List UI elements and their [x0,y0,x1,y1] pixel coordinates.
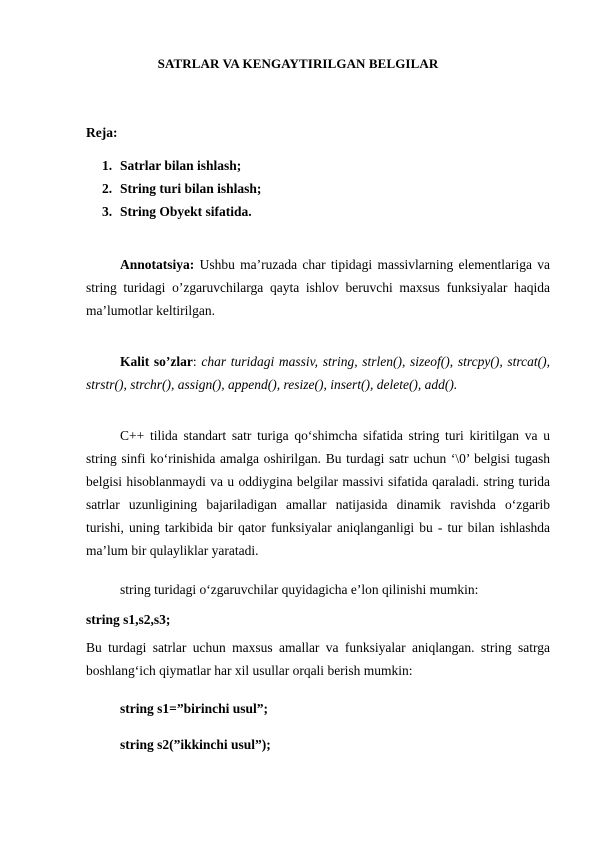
plan-heading: Reja: [86,125,118,140]
plan-item-number: 2. [102,181,113,196]
code-line: string s2(”ikkinchi usul”); [120,737,271,752]
body-paragraph: C++ tilida standart satr turiga qo‘shimcha sifatida string turi kiritilgan va u string sinfi ko‘rinishida amalga oshirilgan. Bu turdagi satr uchun ‘\0’ belgisi tugash belgisi hisoblanmaydi va u oddiygina belgilar massivi sifatida qaraladi. string turida satrlar uzunligining bajariladigan amallar natijasida dinamik ravishda o‘zgarib turishi, uning tarkibida bir qator funksiyalar aniqlanganligi bu - tur bilan ishlashda ma’lum bir qulayliklar yaratadi. [86,428,550,558]
plan-item [102,158,261,181]
code-line: string s1,s2,s3; [86,612,171,627]
annotation-text: Ushbu ma’ruzada char tipidagi massivlarning elementlariga va string turidagi o’zgaruvchilarga qayta ishlov beruvchi maxsus funksiyalar haqida ma’lumotlar keltirilgan. [86,257,550,318]
plan-item-text: String Obyekt sifatida. [120,204,252,219]
page-title: SATRLAR VA KENGAYTIRILGAN BELGILAR [157,56,439,71]
plan-list [102,158,261,227]
body-paragraph: Bu turdagi satrlar uchun maxsus amallar va funksiyalar aniqlangan. string satrga boshlang‘ich qiymatlar har xil usullar orqali berish mumkin: [86,640,550,678]
keywords-label: Kalit so’zlar [120,354,193,369]
code-line: string s1=”birinchi usul”; [120,701,268,716]
body-paragraph: string turidagi o‘zgaruvchilar quyidagicha e’lon qilinishi mumkin: [120,582,479,597]
annotation-paragraph [86,253,550,322]
plan-item [102,204,261,227]
annotation-label: Annotatsiya: [120,257,195,272]
plan-item-text: Satrlar bilan ishlash; [120,158,242,173]
keywords-colon: : [192,354,202,369]
plan-item-text: String turi bilan ishlash; [120,181,262,196]
plan-item-number: 1. [102,158,113,173]
keywords-text: char turidagi massiv, string, strlen(), sizeof(), strcpy(), strcat(), strstr(), strchr(), assign(), append(), resize(), insert(), delete(), add(). [86,354,550,392]
keywords-paragraph [86,350,550,396]
plan-item-number: 3. [102,204,113,219]
plan-item [102,181,261,204]
